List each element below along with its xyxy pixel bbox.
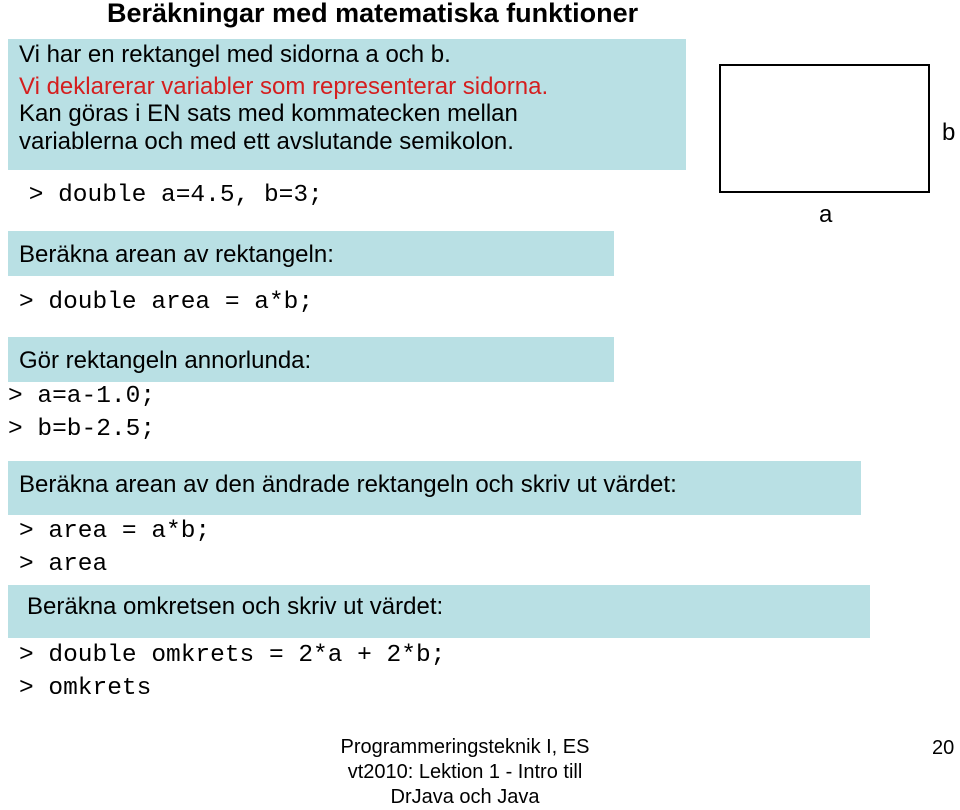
code-print-perimeter: > omkrets [19, 675, 152, 702]
intro-line-3: Kan göras i EN sats med kommatecken mellan [19, 100, 518, 127]
area-heading: Beräkna arean av rektangeln: [19, 241, 334, 268]
perimeter-heading: Beräkna omkretsen och skriv ut värdet: [27, 593, 444, 620]
code-new-area: > area = a*b; [19, 518, 211, 545]
rectangle-diagram [719, 64, 930, 193]
code-change-b: > b=b-2.5; [8, 416, 156, 443]
code-perimeter: > double omkrets = 2*a + 2*b; [19, 642, 446, 669]
code-print-area: > area [19, 551, 108, 578]
new-area-heading: Beräkna arean av den ändrade rektangeln och skriv ut värdet: [19, 471, 677, 498]
slide-title: Beräkningar med matematiska funktioner [107, 0, 639, 28]
change-heading: Gör rektangeln annorlunda: [19, 347, 312, 374]
footer-line-2: vt2010: Lektion 1 - Intro till [347, 761, 583, 783]
intro-line-1: Vi har en rektangel med sidorna a och b. [19, 41, 451, 68]
footer-line-1: Programmeringsteknik I, ES [340, 736, 590, 758]
code-area: > double area = a*b; [19, 289, 314, 316]
code-declare: > double a=4.5, b=3; [14, 182, 323, 209]
page-number: 20 [932, 737, 955, 759]
diagram-label-b: b [942, 119, 956, 146]
intro-line-2: Vi deklarerar variabler som representerar sidorna. [19, 73, 549, 100]
intro-line-4: variablerna och med ett avslutande semikolon. [19, 128, 514, 155]
footer [300, 735, 630, 810]
footer-line-3: DrJava och Java [390, 786, 540, 808]
diagram-label-a: a [819, 201, 833, 228]
code-change-a: > a=a-1.0; [8, 383, 156, 410]
